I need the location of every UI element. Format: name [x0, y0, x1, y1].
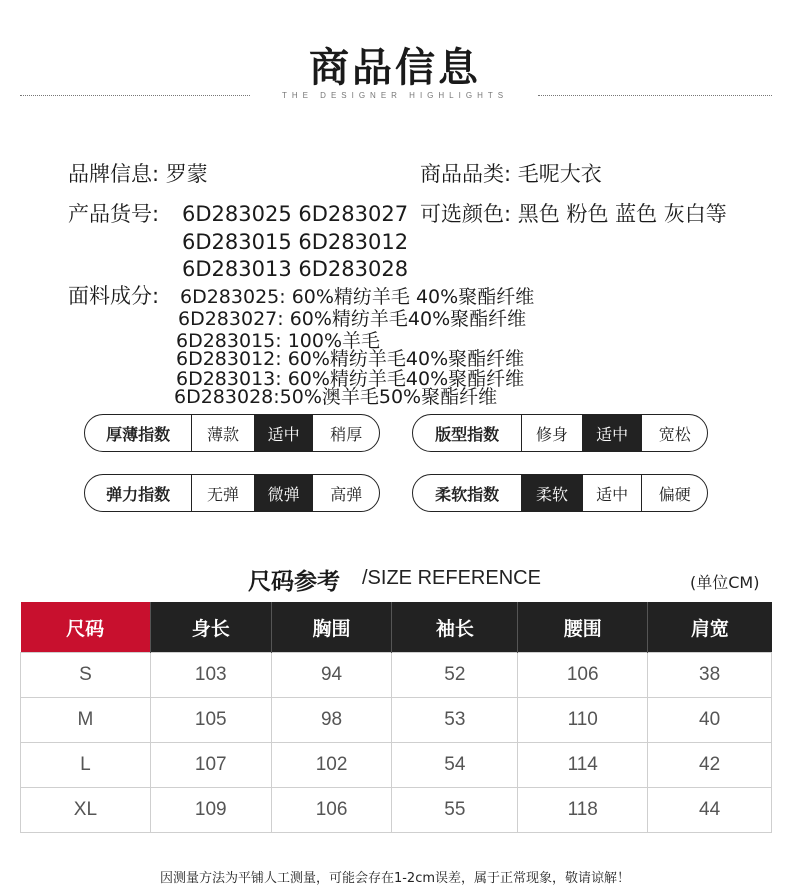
- fit-option-selected: 适中: [582, 415, 642, 451]
- color-label: 可选颜色:: [420, 202, 512, 226]
- stretch-option-selected: 微弹: [254, 475, 313, 511]
- table-cell: 55: [392, 788, 518, 833]
- softness-option: 适中: [582, 475, 642, 511]
- table-cell: 94: [271, 653, 392, 698]
- size-reference-title: 尺码参考: [248, 569, 340, 595]
- divider-left: [20, 95, 250, 96]
- color-row: [420, 204, 727, 225]
- table-cell: M: [21, 698, 151, 743]
- material-label: 面料成分:: [68, 284, 160, 308]
- size-reference-subtitle: /SIZE REFERENCE: [362, 567, 541, 589]
- table-header-row: [21, 602, 772, 653]
- brand-row: [68, 164, 208, 185]
- table-cell: 106: [271, 788, 392, 833]
- color-value: 黑色 粉色 蓝色 灰白等: [517, 202, 727, 226]
- fit-index: [412, 414, 708, 452]
- table-cell: 105: [150, 698, 271, 743]
- table-cell: XL: [21, 788, 151, 833]
- table-cell: L: [21, 743, 151, 788]
- thickness-option: 薄款: [191, 415, 254, 451]
- table-cell: 106: [518, 653, 648, 698]
- column-header-waist: 腰围: [518, 602, 648, 653]
- table-cell: 109: [150, 788, 271, 833]
- table-cell: 42: [648, 743, 772, 788]
- sku-label: 产品货号:: [68, 202, 160, 226]
- sku-line: 6D283013 6D283028: [182, 257, 409, 281]
- table-cell: S: [21, 653, 151, 698]
- table-row: [21, 653, 772, 698]
- size-table: [20, 602, 772, 833]
- table-cell: 53: [392, 698, 518, 743]
- table-cell: 40: [648, 698, 772, 743]
- material-line: 6D283028:50%澳羊毛50%聚酯纤维: [174, 386, 498, 408]
- divider-right: [538, 95, 772, 96]
- sku-line: 6D283015 6D283012: [182, 230, 409, 254]
- column-header-chest: 胸围: [271, 602, 392, 653]
- material-line: 6D283027: 60%精纺羊毛40%聚酯纤维: [178, 308, 527, 330]
- unit-label: (单位CM): [690, 573, 760, 592]
- stretch-option: 无弹: [191, 475, 254, 511]
- column-header-shoulder: 肩宽: [648, 602, 772, 653]
- thickness-index-label: 厚薄指数: [106, 424, 171, 444]
- sku-line: 6D283025 6D283027: [182, 202, 409, 226]
- stretch-index: [84, 474, 380, 512]
- table-cell: 52: [392, 653, 518, 698]
- table-cell: 118: [518, 788, 648, 833]
- category-row: [420, 164, 602, 185]
- stretch-index-label: 弹力指数: [106, 484, 171, 504]
- table-cell: 98: [271, 698, 392, 743]
- table-cell: 44: [648, 788, 772, 833]
- table-cell: 38: [648, 653, 772, 698]
- softness-index: [412, 474, 708, 512]
- column-header-sleeve: 袖长: [392, 602, 518, 653]
- page-title: 商品信息: [309, 45, 481, 91]
- softness-option-selected: 柔软: [521, 475, 582, 511]
- column-header-size: 尺码: [21, 602, 151, 653]
- thickness-index: [84, 414, 380, 452]
- brand-label: 品牌信息:: [68, 162, 160, 186]
- table-row: [21, 698, 772, 743]
- table-cell: 102: [271, 743, 392, 788]
- fit-index-label: 版型指数: [435, 424, 500, 444]
- material-line: 6D283013: 60%精纺羊毛40%聚酯纤维: [176, 368, 525, 390]
- thickness-option-selected: 适中: [254, 415, 313, 451]
- table-cell: 54: [392, 743, 518, 788]
- measurement-note: 因测量方法为平铺人工测量，可能会存在1-2cm误差，属于正常现象，敬请谅解！: [159, 871, 631, 886]
- table-cell: 114: [518, 743, 648, 788]
- material-line: 6D283015: 100%羊毛: [176, 330, 381, 352]
- table-cell: 103: [150, 653, 271, 698]
- table-row: [21, 743, 772, 788]
- brand-value: 罗蒙: [165, 162, 208, 186]
- table-row: [21, 788, 772, 833]
- material-line: 6D283025: 60%精纺羊毛 40%聚酯纤维: [180, 286, 535, 308]
- column-header-length: 身长: [150, 602, 271, 653]
- stretch-option: 高弹: [312, 475, 379, 511]
- table-cell: 107: [150, 743, 271, 788]
- page-subtitle: THE DESIGNER HIGHLIGHTS: [281, 91, 509, 100]
- category-value: 毛呢大衣: [517, 162, 602, 186]
- category-label: 商品品类:: [420, 162, 512, 186]
- softness-index-label: 柔软指数: [435, 484, 500, 504]
- thickness-option: 稍厚: [312, 415, 379, 451]
- softness-option: 偏硬: [641, 475, 707, 511]
- material-line: 6D283012: 60%精纺羊毛40%聚酯纤维: [176, 348, 525, 370]
- fit-option: 修身: [521, 415, 582, 451]
- fit-option: 宽松: [641, 415, 707, 451]
- table-cell: 110: [518, 698, 648, 743]
